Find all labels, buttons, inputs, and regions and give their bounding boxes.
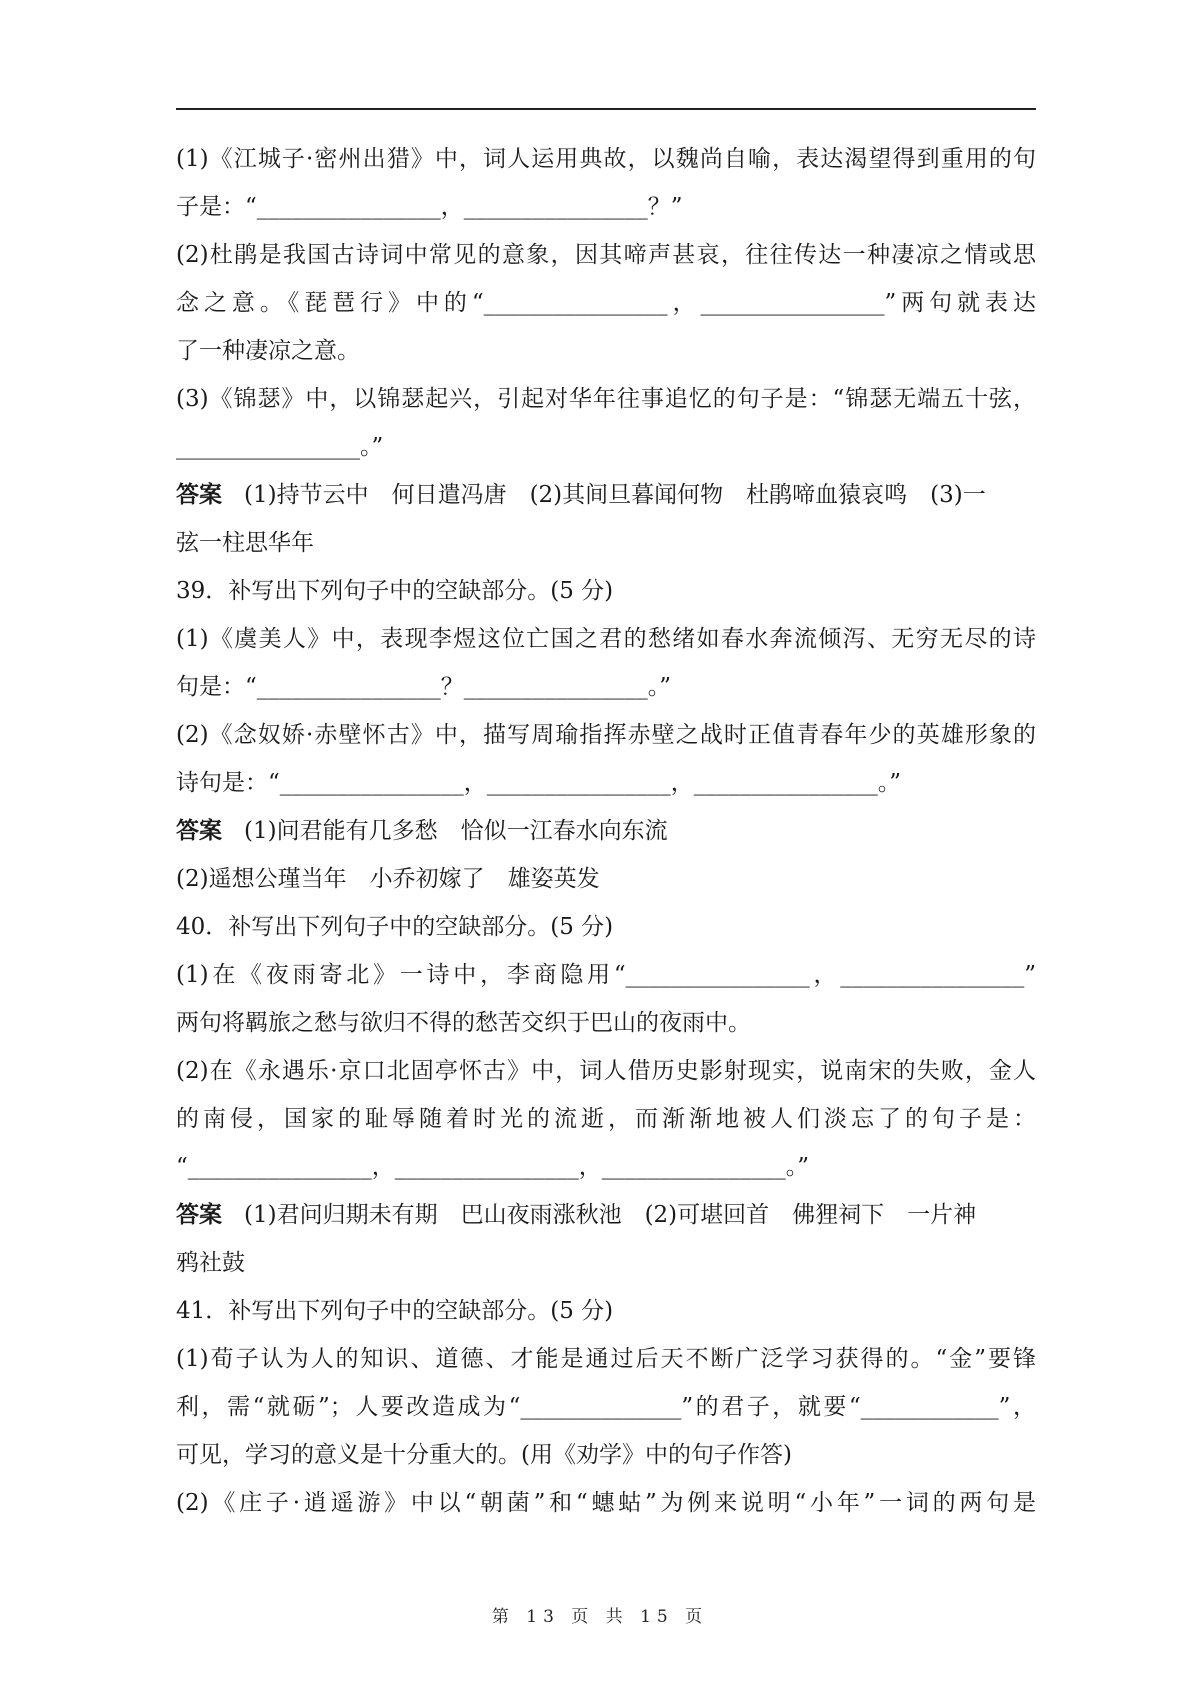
answer-label: 答案 bbox=[176, 818, 222, 844]
question-line: 念之意。《琵琶行》中的“________________，________________”两句就表达 bbox=[176, 290, 1036, 316]
question-line: “________________，________________，________________。” bbox=[176, 1154, 810, 1180]
page-body bbox=[176, 135, 1036, 1527]
question-line: 子是：“________________，________________？” bbox=[176, 194, 683, 220]
question-heading: 41．补写出下列句子中的空缺部分。(5 分) bbox=[176, 1298, 614, 1324]
question-line: 诗句是：“________________，________________，________________。” bbox=[176, 770, 902, 796]
question-line: (1)《虞美人》中，表现李煜这位亡国之君的愁绪如春水奔流倾泻、无穷无尽的诗 bbox=[176, 626, 1036, 652]
question-line: 利，需“就砺”；人要改造成为“______________”的君子，就要“____________”， bbox=[176, 1394, 1036, 1420]
answer-line bbox=[176, 471, 1036, 519]
question-line: 了一种凄凉之意。 bbox=[176, 338, 360, 364]
question-line: 的南侵，国家的耻辱随着时光的流逝，而渐渐地被人们淡忘了的句子是： bbox=[176, 1106, 1036, 1132]
answer-line: 弦一柱思华年 bbox=[176, 530, 314, 556]
answer-text: (1)问君能有几多愁 恰似一江春水向东流 bbox=[244, 818, 668, 844]
question-heading: 39．补写出下列句子中的空缺部分。(5 分) bbox=[176, 578, 614, 604]
answer-line: (2)遥想公瑾当年 小乔初嫁了 雄姿英发 bbox=[176, 866, 600, 892]
question-line: 句是：“________________？________________。” bbox=[176, 674, 672, 700]
question-line: (2)《庄子·逍遥游》中以“朝菌”和“蟪蛄”为例来说明“小年”一词的两句是 bbox=[176, 1490, 1036, 1516]
question-line: 可见，学习的意义是十分重大的。(用《劝学》中的句子作答) bbox=[176, 1442, 792, 1468]
question-heading: 40．补写出下列句子中的空缺部分。(5 分) bbox=[176, 914, 614, 940]
answer-text: (1)持节云中 何日遣冯唐 (2)其间旦暮闻何物 杜鹃啼血猿哀鸣 (3)一 bbox=[244, 482, 986, 508]
answer-line bbox=[176, 807, 1036, 855]
question-line: ________________。” bbox=[176, 434, 384, 460]
question-line: (1)荀子认为人的知识、道德、才能是通过后天不断广泛学习获得的。“金”要锋 bbox=[176, 1346, 1036, 1372]
page-footer: 第 13 页 共 15 页 bbox=[491, 1607, 709, 1627]
question-line: (2)在《永遇乐·京口北固亭怀古》中，词人借历史影射现实，说南宋的失败，金人 bbox=[176, 1058, 1036, 1084]
answer-label: 答案 bbox=[176, 482, 222, 508]
question-line: (1)《江城子·密州出猎》中，词人运用典故，以魏尚自喻，表达渴望得到重用的句 bbox=[176, 146, 1036, 172]
question-line: (2)《念奴娇·赤壁怀古》中，描写周瑜指挥赤壁之战时正值青春年少的英雄形象的 bbox=[176, 722, 1036, 748]
question-line: (1)在《夜雨寄北》一诗中，李商隐用“________________，________________” bbox=[176, 962, 1036, 988]
header-rule bbox=[176, 108, 1036, 110]
question-line: 两句将羁旅之愁与欲归不得的愁苦交织于巴山的夜雨中。 bbox=[176, 1010, 751, 1036]
answer-label: 答案 bbox=[176, 1202, 222, 1228]
question-line: (3)《锦瑟》中，以锦瑟起兴，引起对华年往事追忆的句子是：“锦瑟无端五十弦， bbox=[176, 386, 1036, 412]
answer-line bbox=[176, 1191, 1036, 1239]
answer-line: 鸦社鼓 bbox=[176, 1250, 245, 1276]
question-line: (2)杜鹃是我国古诗词中常见的意象，因其啼声甚哀，往往传达一种凄凉之情或思 bbox=[176, 242, 1036, 268]
answer-text: (1)君问归期未有期 巴山夜雨涨秋池 (2)可堪回首 佛狸祠下 一片神 bbox=[244, 1202, 977, 1228]
